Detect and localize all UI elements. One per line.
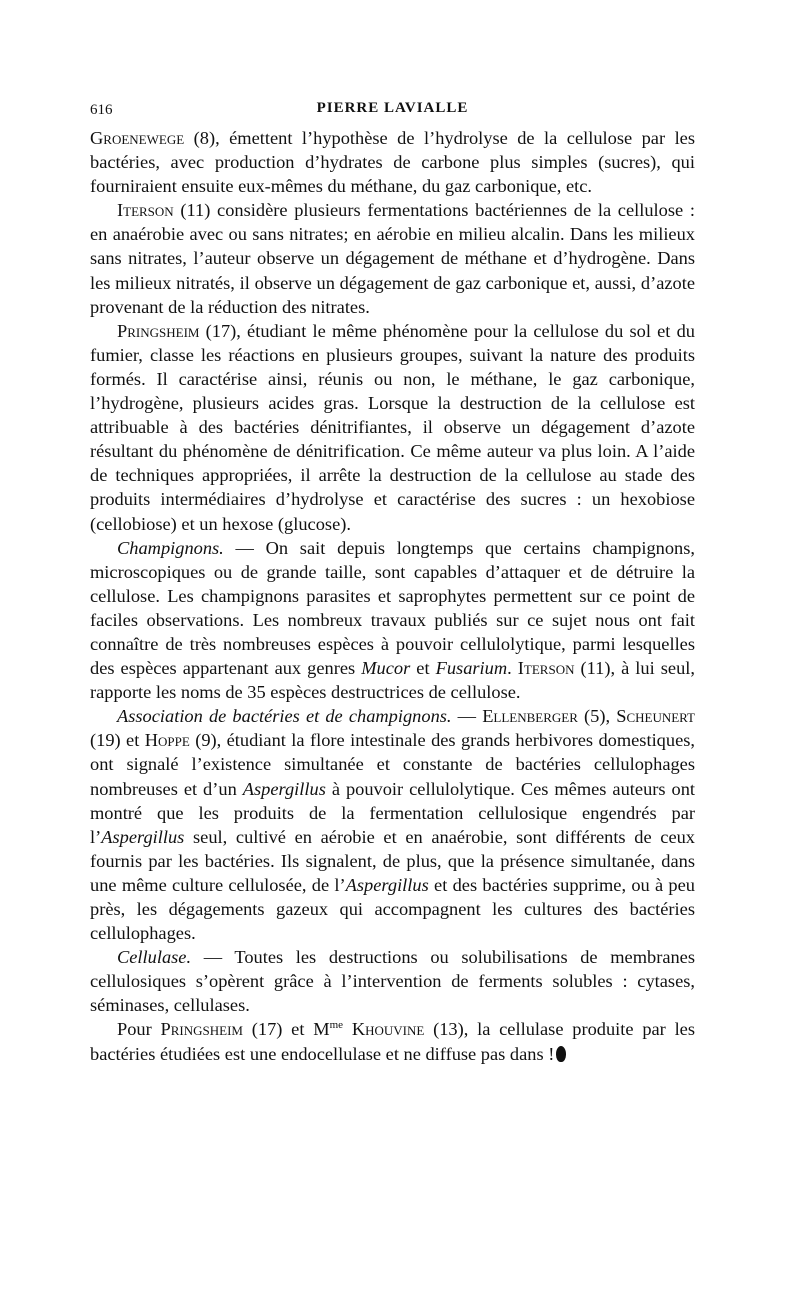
author-name: Khouvine <box>351 1019 425 1040</box>
paragraph-text: Pour <box>117 1019 161 1040</box>
superscript: me <box>329 1019 344 1032</box>
author-name: Ellenberger <box>482 706 578 727</box>
paragraph-text: (17) et M <box>242 1019 330 1040</box>
page <box>90 92 695 1066</box>
paragraph-champignons <box>90 536 695 705</box>
section-heading: Champignons. <box>117 537 224 558</box>
running-head: PIERRE LAVIALLE <box>316 100 469 116</box>
paragraph-text: — Toutes les destructions ou solubilisations de membranes cellulosiques s’opèrent grâce à l’intervention de ferments solubles : cytases, séminases, cellulases. <box>90 947 695 1016</box>
paragraph-text: (5), <box>577 706 617 727</box>
author-name: Groenewege <box>90 128 185 148</box>
body-text <box>90 126 695 1066</box>
paragraph-text: seul, cultivé en aérobie et en anaérobie, sont différents de ceux fournis par les bactéries. Ils signalent, de plus, que la présence simultanée, dans une même culture cellulosée, de l’ <box>90 826 695 895</box>
paragraph-cellulase <box>90 945 695 1017</box>
page-number: 616 <box>90 102 113 118</box>
section-heading: Cellulase. <box>117 947 192 968</box>
section-heading: Association de bactéries et de champignons. <box>117 706 452 727</box>
paragraph-text: (13), la cellulase produite par les bactéries étudiées est une endocellulase et ne diffuse pas dans ! <box>90 1019 696 1064</box>
ink-blot-icon <box>556 1046 566 1062</box>
paragraph-pringsheim-khouvine <box>90 1017 695 1065</box>
author-name: Scheunert <box>616 706 695 727</box>
paragraph-text: et <box>410 658 436 679</box>
paragraph-text: (9), étudiant la flore intestinale des grands herbivores domestiques, ont signalé l’existence simultanée et constante de bactéries cellulophages nombreuses et d’un <box>90 730 695 799</box>
genus-name: Aspergillus <box>345 874 429 895</box>
author-name: Pringsheim <box>160 1019 243 1040</box>
genus-name: Aspergillus <box>101 826 185 847</box>
genus-name: Aspergillus <box>242 778 326 799</box>
paragraph-groenewege <box>90 126 695 198</box>
page-header <box>90 92 695 122</box>
author-name: Pringsheim <box>117 320 200 341</box>
author-name: Iterson <box>117 200 174 221</box>
paragraph-iterson <box>90 198 695 318</box>
paragraph-text: (17), étudiant le même phénomène pour la cellulose du sol et du fumier, classe les réactions en plusieurs groupes, suivant la nature des produits formés. Il caractérise ainsi, réunis ou non, le méthane, le gaz carbonique, l’hydrogène, plusieurs acides gras. Lorsque la destruction de la cellulose est attribuable à des bactéries dénitrifiantes, il observe un dégagement d’azote résultant du phénomène de dénitrification. Ce même auteur va plus loin. A l’aide de techniques appropriées, il arrête la destruction de la cellulose au stade des produits intermédiaires d’hydrolyse et caractérise des sucres : un hexobiose (cellobiose) et un hexose (glucose). <box>90 320 695 534</box>
paragraph-text: (8), émettent l’hypothèse de l’hydrolyse de la cellulose par les bactéries, avec production d’hydrates de carbone plus simples (sucres), qui fourniraient ensuite eux-mêmes du méthane, du gaz carbonique, etc. <box>90 128 695 197</box>
paragraph-text: (11), à lui seul, rapporte les noms de 35 espèces destructrices de cellulose. <box>90 658 695 703</box>
paragraph-text: (11) considère plusieurs fermentations bactériennes de la cellulose : en anaérobie avec ou sans nitrates; en aérobie en milieu alcalin. Dans les milieux sans nitrates, l’auteur observe un dégagement de méthane et d’hydrogène. Dans les milieux nitratés, il observe un dégagement de gaz carbonique et, aussi, d’azote provenant de la réduction des nitrates. <box>90 200 695 317</box>
paragraph-text: — On sait depuis longtemps que certains champignons, microscopiques ou de grande taille, sont capables d’attaquer et de détruire la cellulose. Les champignons parasites et saprophytes permettent sur ce point de faciles observations. Les nombreux travaux publiés sur ce sujet nous ont fait connaître de très nombreuses espèces à pouvoir cellulolytique, parmi lesquelles des espèces appartenant aux genres <box>90 537 695 679</box>
paragraph-text: et des bactéries supprime, ou à peu près, les dégagements gazeux qui accompagnent les cultures des bactéries cellulophages. <box>90 874 695 944</box>
author-name: Iterson <box>517 658 575 679</box>
paragraph-pringsheim <box>90 319 695 536</box>
paragraph-text: — <box>451 706 483 727</box>
paragraph-association <box>90 704 695 945</box>
genus-name: Fusarium <box>435 658 508 679</box>
paragraph-text: (19) et <box>90 730 145 751</box>
author-name: Hoppe <box>144 730 190 751</box>
paragraph-text: . <box>507 658 518 679</box>
genus-name: Mucor <box>361 658 411 679</box>
paragraph-text: à pouvoir cellulolytique. Ces mêmes auteurs ont montré que les produits de la fermentation cellulosique engendrés par l’ <box>90 778 696 847</box>
